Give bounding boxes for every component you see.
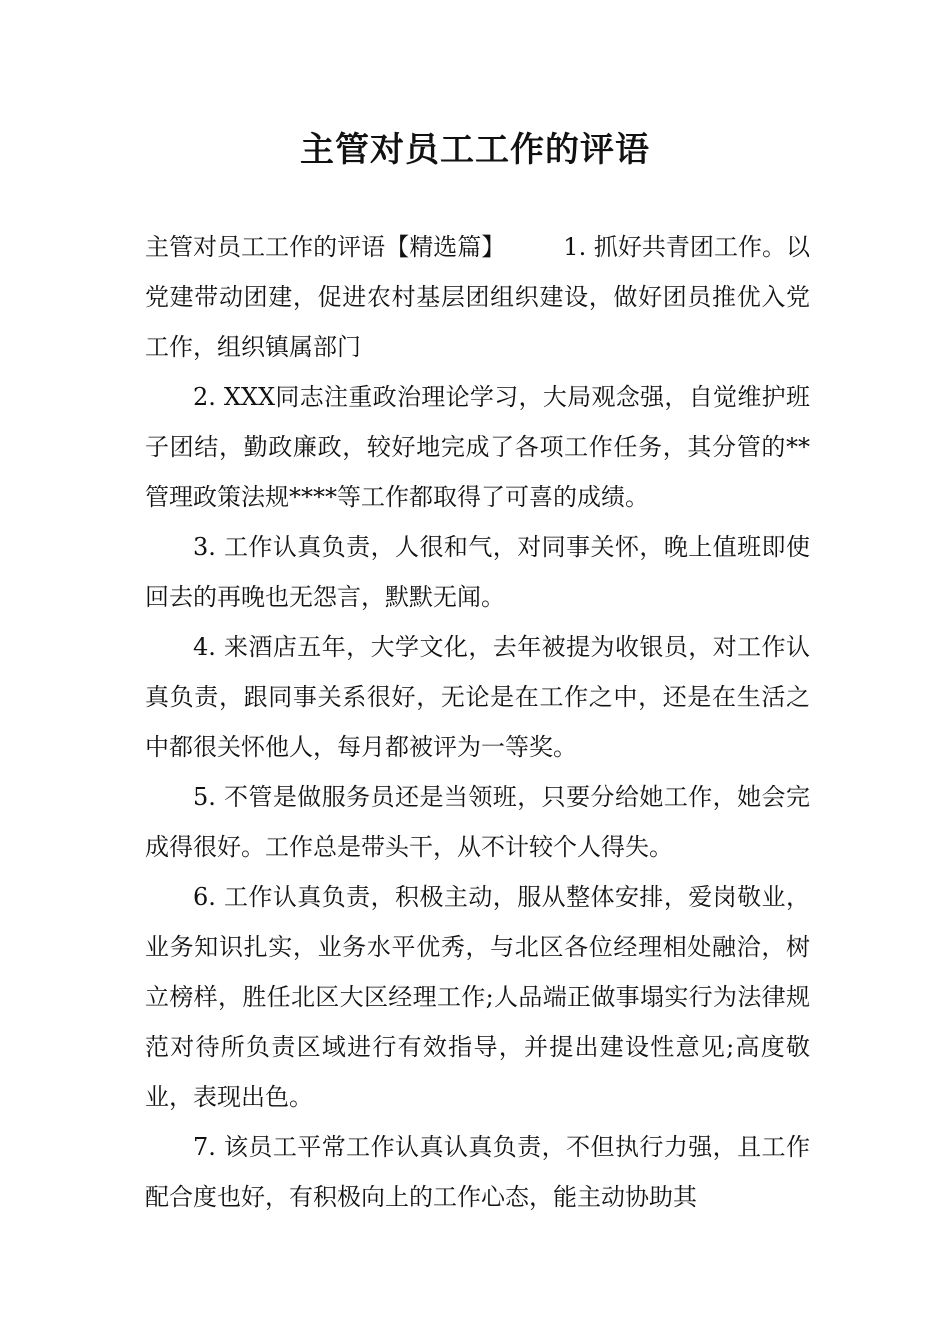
page-title: 主管对员工工作的评语: [300, 130, 650, 170]
intro-paragraph: [145, 222, 810, 372]
paragraph-4: 4. 来酒店五年，大学文化，去年被提为收银员，对工作认真负责，跟同事关系很好，无论是在工作之中，还是在生活之中都很关怀他人，每月都被评为一等奖。: [145, 633, 810, 761]
document-body: [145, 222, 810, 1222]
paragraph-6: 6. 工作认真负责，积极主动，服从整体安排，爱岗敬业，业务知识扎实，业务水平优秀，与北区各位经理相处融洽，树立榜样，胜任北区大区经理工作;人品端正做事塌实行为法律规范对待所负责区域进行有效指导，并提出建设性意见;高度敬业，表现出色。: [145, 883, 810, 1111]
intro-heading: 主管对员工工作的评语【精选篇】: [145, 233, 506, 261]
paragraph-5: 5. 不管是做服务员还是当领班，只要分给她工作，她会完成得很好。工作总是带头干，从不计较个人得失。: [145, 783, 810, 861]
paragraph-2: 2. XXX同志注重政治理论学习，大局观念强，自觉维护班子团结，勤政廉政，较好地完成了各项工作任务，其分管的**管理政策法规****等工作都取得了可喜的成绩。: [145, 383, 810, 511]
paragraph-3: 3. 工作认真负责，人很和气，对同事关怀，晚上值班即使回去的再晚也无怨言，默默无闻。: [145, 533, 810, 611]
paragraph-7: 7. 该员工平常工作认真认真负责，不但执行力强，且工作配合度也好，有积极向上的工作心态，能主动协助其: [145, 1133, 810, 1211]
intro-text: 1. 抓好共青团工作。以党建带动团建，促进农村基层团组织建设，做好团员推优入党工作，组织镇属部门: [145, 233, 810, 361]
